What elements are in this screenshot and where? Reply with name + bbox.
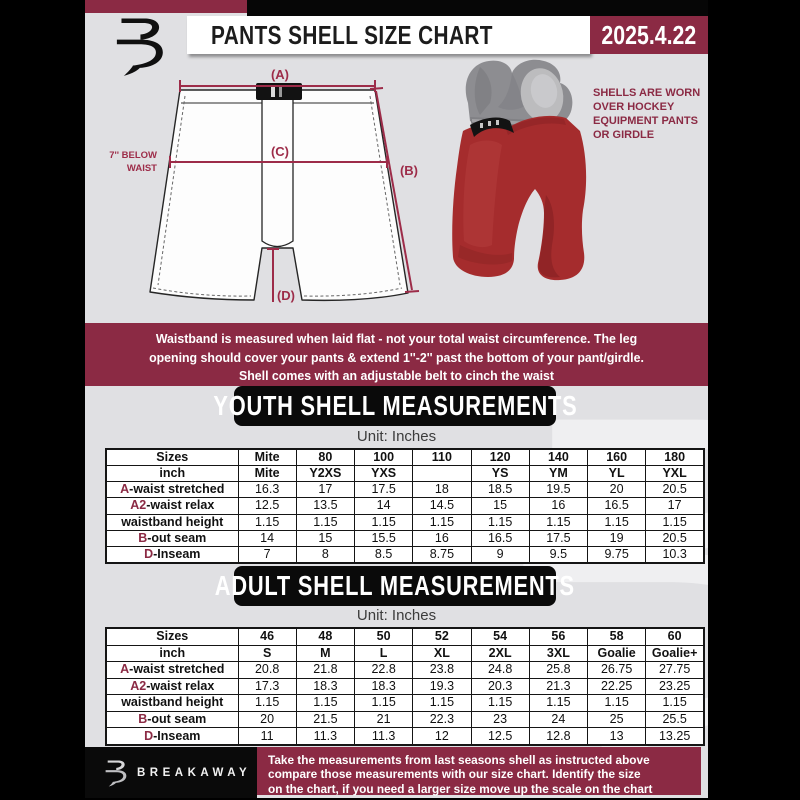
table-cell [413,466,471,482]
table-cell: 48 [296,628,354,645]
table-cell: 18.3 [296,678,354,695]
table-row [106,514,704,530]
fly-panel [262,95,293,247]
table-cell: Goalie [588,645,646,662]
footer-line: on the chart, if you need a larger size move up the scale on the chart [268,781,653,796]
table-cell: 13.25 [646,728,704,745]
table-cell: 1.15 [355,695,413,712]
table-cell: 3XL [529,645,587,662]
table-cell: 15.5 [355,530,413,546]
measure-label-a: (A) [270,67,290,82]
title-bar [187,16,590,54]
table-cell: 58 [588,628,646,645]
table-cell: 15 [296,530,354,546]
table-row [106,530,704,546]
table-cell: 25.8 [529,662,587,679]
row-label: waistband height [106,514,238,530]
table-cell: 1.15 [588,514,646,530]
table-cell: 12.8 [529,728,587,745]
table-cell: 1.15 [238,695,296,712]
notice-line: Shell comes with an adjustable belt to cinch the waist [238,368,554,383]
table-cell: 13 [588,728,646,745]
table-cell: 12 [413,728,471,745]
table-cell: 9.75 [588,546,646,563]
row-label: B-out seam [106,711,238,728]
measure-label-c: (C) [270,144,290,159]
table-cell: 140 [529,449,587,466]
row-label: Sizes [106,449,238,466]
page-title: PANTS SHELL SIZE CHART [211,19,493,50]
footer-instructions [257,747,701,795]
table-cell: 25.5 [646,711,704,728]
table-row [106,645,704,662]
table-cell: 22.8 [355,662,413,679]
table-row [106,711,704,728]
table-cell: 80 [296,449,354,466]
table-cell: 20 [588,482,646,498]
notice-line: Waistband is measured when laid flat - not your total waist circumference. The leg [155,331,638,346]
table-cell: 1.15 [471,695,529,712]
table-cell: 60 [646,628,704,645]
shorts-measurement-diagram [95,55,435,315]
table-cell: 21.3 [529,678,587,695]
size-chart-sheet [85,0,708,798]
table-cell: XL [413,645,471,662]
table-cell: 23.8 [413,662,471,679]
table-cell: 1.15 [471,514,529,530]
photo-note-line: EQUIPMENT PANTS [593,115,698,127]
table-cell: 20.8 [238,662,296,679]
table-cell: Mite [238,466,296,482]
table-cell: 18.3 [355,678,413,695]
table-cell: 54 [471,628,529,645]
row-label: B-out seam [106,530,238,546]
table-cell: 1.15 [588,695,646,712]
measurement-notice-banner [85,323,708,386]
table-cell: 14 [355,498,413,514]
table-cell: 17.3 [238,678,296,695]
below-waist-note-line2: WAIST [126,163,157,174]
table-cell: M [296,645,354,662]
table-cell: 27.75 [646,662,704,679]
youth-size-table [105,448,705,564]
table-cell: Y2XS [296,466,354,482]
table-cell: 16.3 [238,482,296,498]
table-cell: 46 [238,628,296,645]
table-cell: 15 [471,498,529,514]
table-cell: 21.8 [296,662,354,679]
table-cell: 24 [529,711,587,728]
table-cell: 8.75 [413,546,471,563]
unit-label-youth: Unit: Inches [356,428,437,445]
adult-size-table [105,627,705,746]
shell-photo [450,55,600,315]
row-label: Sizes [106,628,238,645]
table-cell: 26.75 [588,662,646,679]
table-cell: 18.5 [471,482,529,498]
table-row [106,449,704,466]
table-cell: 21.5 [296,711,354,728]
table-cell: 160 [588,449,646,466]
row-label: A-waist stretched [106,482,238,498]
table-cell: 19 [588,530,646,546]
table-cell: 21 [355,711,413,728]
row-label: A2-waist relax [106,678,238,695]
brand-name: BREAKAWAY [137,766,252,779]
table-cell: 11.3 [296,728,354,745]
table-cell: 14 [238,530,296,546]
unit-label-adult: Unit: Inches [356,607,437,624]
table-cell: 1.15 [238,514,296,530]
table-cell: 10.3 [646,546,704,563]
table-cell: S [238,645,296,662]
table-cell: 22.25 [588,678,646,695]
table-cell: 52 [413,628,471,645]
table-cell: 11 [238,728,296,745]
photo-note-line: OR GIRDLE [593,129,655,141]
table-cell: YXS [355,466,413,482]
adult-heading-text: ADULT SHELL MEASUREMENTS [214,570,576,601]
table-cell: Goalie+ [646,645,704,662]
table-cell: 1.15 [529,514,587,530]
table-cell: 56 [529,628,587,645]
table-cell: 16.5 [588,498,646,514]
table-row [106,482,704,498]
table-cell: 1.15 [413,695,471,712]
table-row [106,498,704,514]
table-cell: 1.15 [413,514,471,530]
table-cell: 23 [471,711,529,728]
table-cell: 16 [529,498,587,514]
top-accent-strip [85,0,247,13]
table-cell: 16 [413,530,471,546]
photo-note [593,86,707,142]
table-row [106,662,704,679]
table-cell: 50 [355,628,413,645]
below-waist-note-line1: 7'' BELOW [109,150,157,161]
table-cell: 1.15 [646,695,704,712]
row-label: A2-waist relax [106,498,238,514]
table-cell: 22.3 [413,711,471,728]
table-cell: 9 [471,546,529,563]
notice-line: opening should cover your pants & extend 1''-2'' past the bottom of your pant/girdle. [149,349,644,365]
row-label: inch [106,466,238,482]
table-cell: YXL [646,466,704,482]
photo-note-line: OVER HOCKEY [593,101,675,113]
table-cell: 19.5 [529,482,587,498]
table-cell: 180 [646,449,704,466]
adult-section-heading [214,566,576,606]
table-cell: 25 [588,711,646,728]
table-cell: 110 [413,449,471,466]
row-label: inch [106,645,238,662]
table-cell: 24.8 [471,662,529,679]
footer-line: Take the measurements from last seasons shell as instructed above [268,753,650,767]
table-cell: 2XL [471,645,529,662]
date-badge [590,16,708,54]
row-label: D-Inseam [106,728,238,745]
table-cell: 19.3 [413,678,471,695]
table-row [106,695,704,712]
table-row [106,728,704,745]
measure-label-b: (B) [399,163,419,178]
table-cell: 120 [471,449,529,466]
table-cell: 17 [296,482,354,498]
youth-heading-text: YOUTH SHELL MEASUREMENTS [212,390,578,421]
table-cell: 14.5 [413,498,471,514]
table-cell: 1.15 [296,514,354,530]
row-label: waistband height [106,695,238,712]
row-label: D-Inseam [106,546,238,563]
table-cell: 11.3 [355,728,413,745]
table-cell: 18 [413,482,471,498]
table-cell: 7 [238,546,296,563]
table-row [106,546,704,563]
table-cell: 17 [646,498,704,514]
table-cell: YS [471,466,529,482]
table-row [106,466,704,482]
table-cell: 1.15 [529,695,587,712]
breakaway-logo-small-icon [105,759,128,787]
measure-label-d: (D) [276,288,296,303]
table-cell: 8.5 [355,546,413,563]
breakaway-logo-icon [113,15,169,77]
table-cell: 20.5 [646,482,704,498]
table-cell: 12.5 [238,498,296,514]
buckle-icon [271,86,275,97]
table-cell: L [355,645,413,662]
youth-section-heading [212,386,578,426]
footer-brand-box [85,747,257,798]
table-cell: 1.15 [646,514,704,530]
table-cell: 13.5 [296,498,354,514]
table-cell: 17.5 [355,482,413,498]
table-cell: 17.5 [529,530,587,546]
table-cell: 8 [296,546,354,563]
table-cell: YL [588,466,646,482]
table-cell: 9.5 [529,546,587,563]
footer-line: compare those measurements with our size chart. Identify the size [268,767,641,782]
table-cell: 1.15 [355,514,413,530]
table-cell: 100 [355,449,413,466]
table-cell: 1.15 [296,695,354,712]
table-cell: Mite [238,449,296,466]
table-cell: 20.3 [471,678,529,695]
table-cell: 23.25 [646,678,704,695]
table-cell: 20.5 [646,530,704,546]
buckle-slot-icon [279,86,282,97]
table-row [106,678,704,695]
row-label: A-waist stretched [106,662,238,679]
table-row [106,628,704,645]
photo-note-line: SHELLS ARE WORN [593,87,701,99]
table-cell: YM [529,466,587,482]
table-cell: 20 [238,711,296,728]
table-cell: 16.5 [471,530,529,546]
table-cell: 12.5 [471,728,529,745]
date-text: 2025.4.22 [601,19,697,50]
